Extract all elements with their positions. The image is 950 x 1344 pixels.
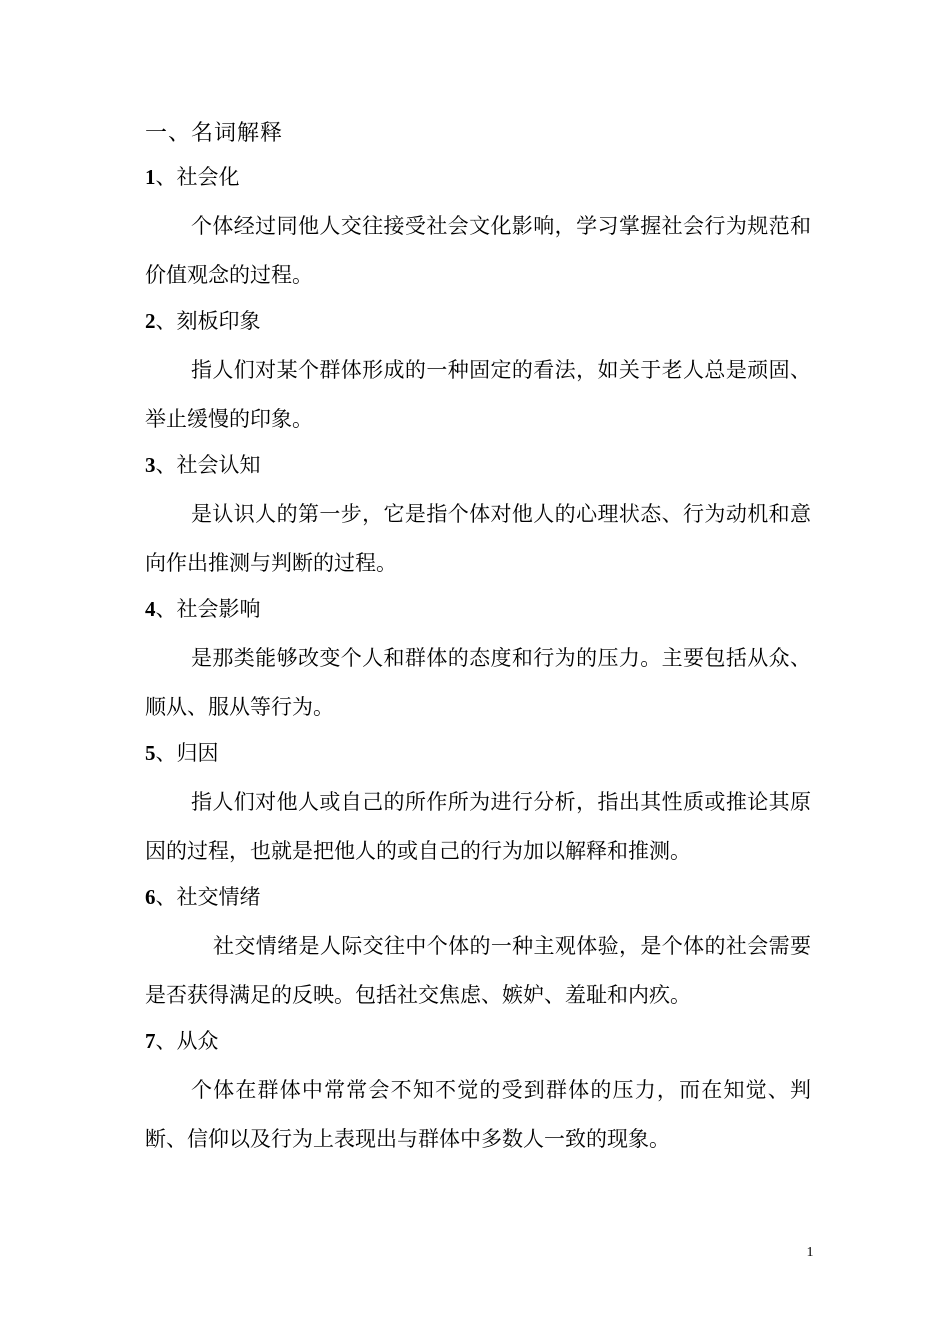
term-separator: 、 [155, 597, 177, 621]
term-name: 社会认知 [176, 453, 261, 477]
term-heading-1 [145, 164, 811, 190]
term-number: 7 [145, 1029, 156, 1053]
document-body [145, 114, 811, 1172]
term-number: 4 [145, 597, 156, 621]
term-heading-7 [145, 1028, 811, 1054]
term-name: 社会影响 [176, 597, 261, 621]
term-number: 6 [145, 885, 156, 909]
term-definition-1: 个体经过同他人交往接受社会文化影响，学习掌握社会行为规范和价值观念的过程。 [145, 214, 811, 287]
term-heading-4 [145, 596, 811, 622]
term-definition-5: 指人们对他人或自己的所作所为进行分析，指出其性质或推论其原因的过程，也就是把他人的或自己的行为加以解释和推测。 [145, 790, 811, 863]
term-separator: 、 [155, 885, 177, 909]
section-title: 一、名词解释 [145, 121, 284, 146]
term-number: 3 [145, 453, 156, 477]
term-heading-2 [145, 308, 811, 334]
term-name: 社交情绪 [176, 885, 261, 909]
term-separator: 、 [155, 165, 177, 189]
term-name: 从众 [176, 1029, 219, 1053]
page-number: 1 [806, 1245, 814, 1260]
term-heading-5 [145, 740, 811, 766]
term-name: 归因 [176, 741, 219, 765]
term-definition-2: 指人们对某个群体形成的一种固定的看法，如关于老人总是顽固、举止缓慢的印象。 [145, 358, 811, 431]
term-definition-3: 是认识人的第一步，它是指个体对他人的心理状态、行为动机和意向作出推测与判断的过程。 [145, 502, 811, 575]
term-separator: 、 [155, 1029, 177, 1053]
term-number: 5 [145, 741, 156, 765]
term-definition-6: 社交情绪是人际交往中个体的一种主观体验，是个体的社会需要是否获得满足的反映。包括社交焦虑、嫉妒、羞耻和内疚。 [145, 934, 811, 1007]
term-name: 社会化 [176, 165, 240, 189]
term-definition-7: 个体在群体中常常会不知不觉的受到群体的压力，而在知觉、判断、信仰以及行为上表现出与群体中多数人一致的现象。 [145, 1078, 811, 1151]
term-number: 2 [145, 309, 156, 333]
term-separator: 、 [155, 741, 177, 765]
term-definition-4: 是那类能够改变个人和群体的态度和行为的压力。主要包括从众、顺从、服从等行为。 [145, 646, 811, 719]
term-separator: 、 [155, 309, 177, 333]
term-heading-3 [145, 452, 811, 478]
term-name: 刻板印象 [176, 309, 261, 333]
term-separator: 、 [155, 453, 177, 477]
term-heading-6 [145, 884, 811, 910]
term-number: 1 [145, 165, 156, 189]
